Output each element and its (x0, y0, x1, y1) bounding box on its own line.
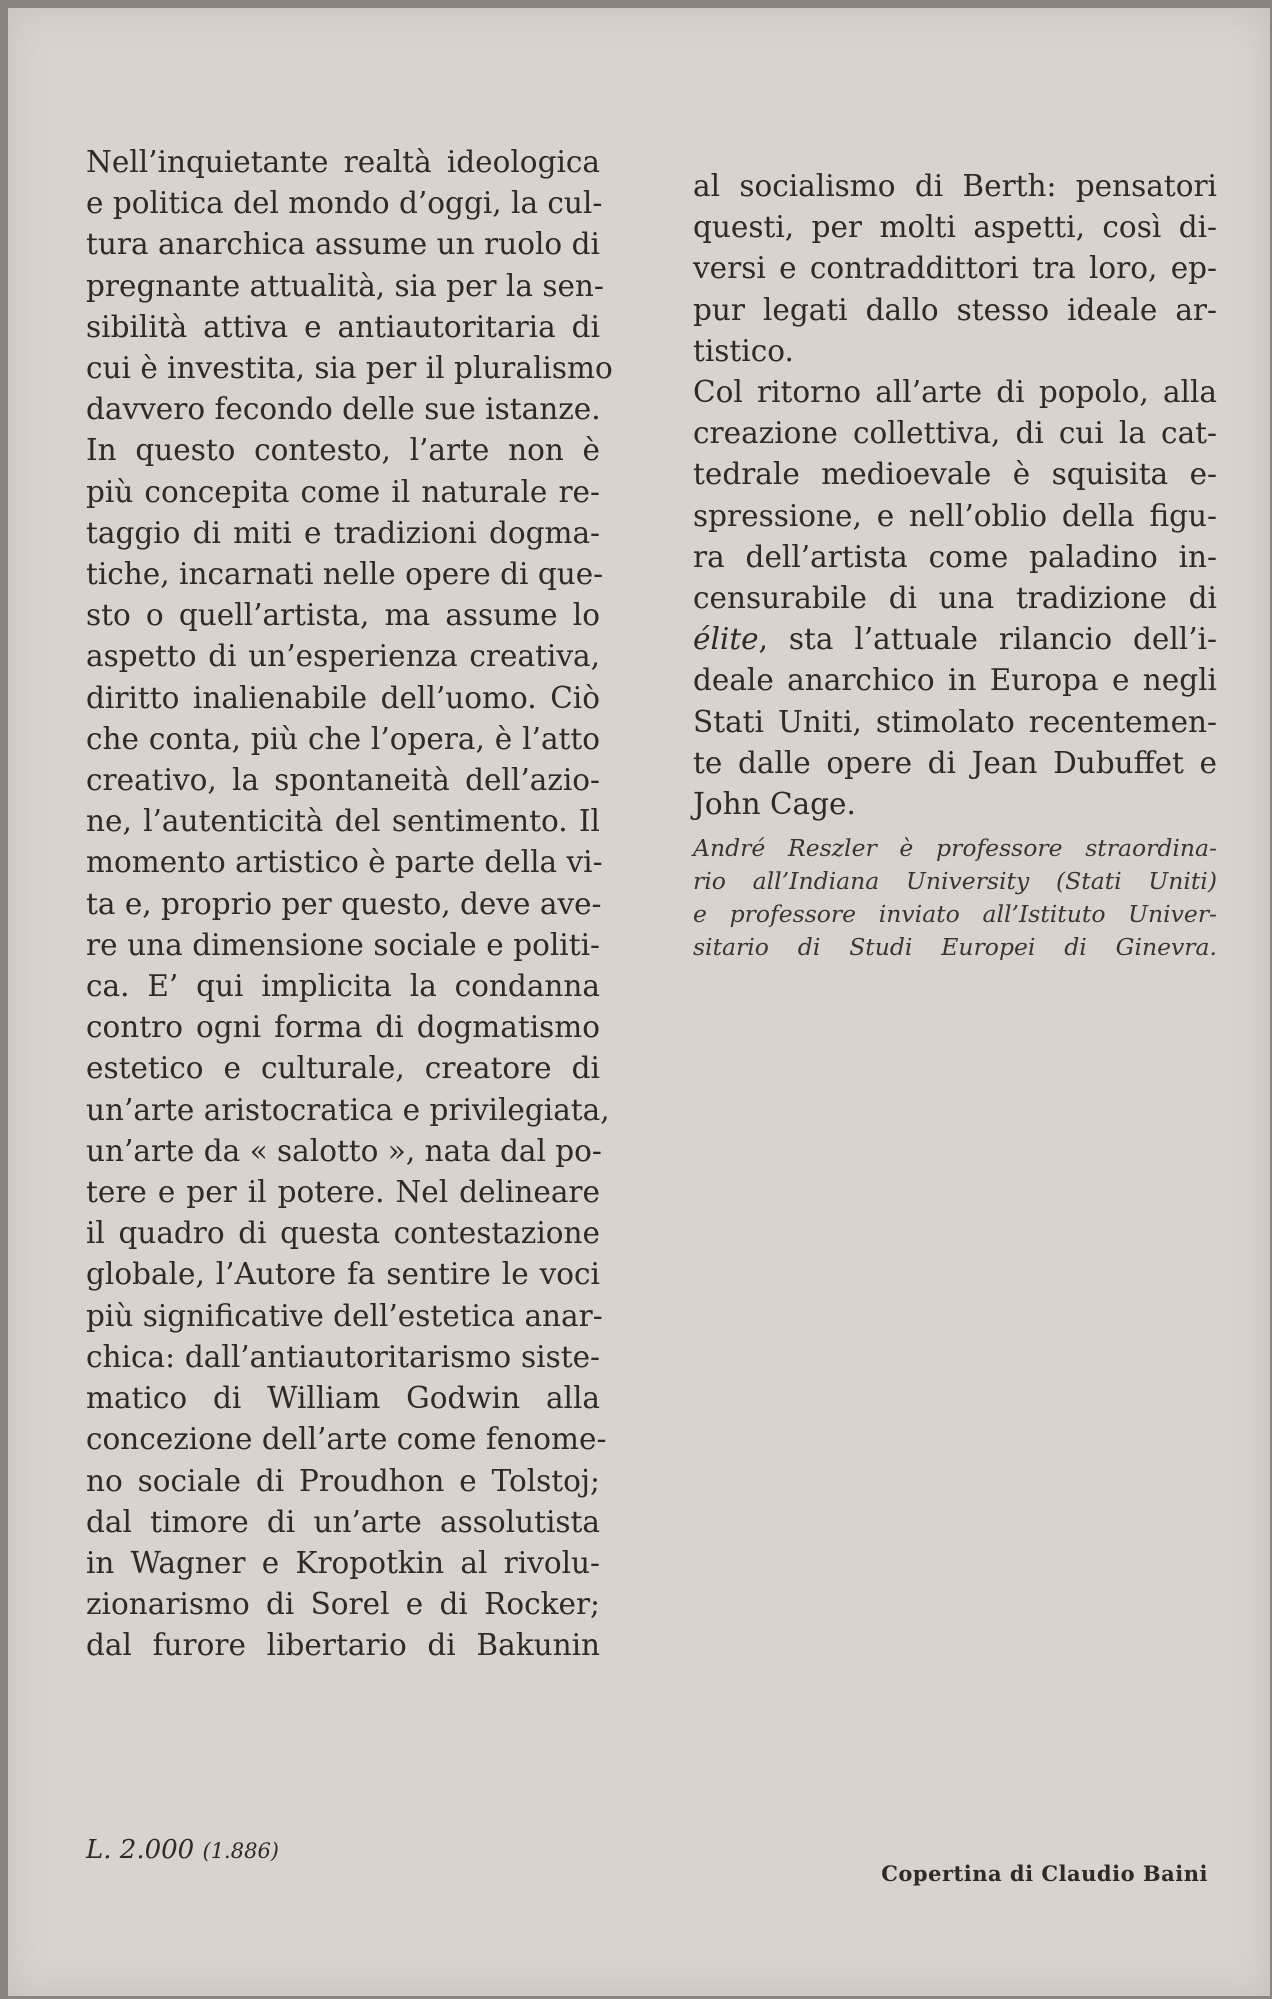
bio-line: sitario di Studi Europei di Ginevra. (693, 933, 1217, 961)
text-line: più significative dell’estetica anar- (86, 1298, 603, 1333)
text-line: concezione dell’arte come fenome- (86, 1422, 607, 1457)
text-line: tistico. (693, 333, 794, 368)
text-line: cui è investita, sia per il pluralismo (86, 351, 613, 386)
price-sub: (1.886) (202, 1839, 280, 1863)
text-line: contro ogni forma di dogmatismo (86, 1010, 600, 1045)
text-line: tura anarchica assume un ruolo di (86, 227, 600, 262)
text-line: dal timore di un’arte assolutista (86, 1504, 600, 1539)
price-label (86, 1835, 279, 1865)
text-line: sibilità attiva e antiautoritaria di (86, 309, 600, 344)
author-bio (693, 832, 1217, 964)
text-line: censurabile di una tradizione di (693, 581, 1217, 616)
bio-line: e professore inviato all’Istituto Univer- (693, 900, 1217, 928)
text-line: zionarismo di Sorel e di Rocker; (86, 1587, 600, 1622)
text-line: un’arte aristocratica e privilegiata, (86, 1092, 610, 1127)
text-line: questi, per molti aspetti, così di- (693, 210, 1217, 245)
text-line: tedrale medioevale è squisita e- (693, 457, 1217, 492)
text-line: pregnante attualità, sia per la sen- (86, 268, 604, 303)
bio-line: André Reszler è professore straordina- (693, 834, 1217, 862)
text-line: globale, l’Autore fa sentire le voci (86, 1257, 600, 1292)
blurb-left-column (86, 142, 613, 1667)
text-line: tere e per il potere. Nel delineare (86, 1175, 600, 1210)
blurb-right-column (693, 166, 1217, 825)
text-line: pur legati dallo stesso ideale ar- (693, 292, 1217, 327)
text-line: In questo contesto, l’arte non è (86, 433, 600, 468)
back-cover (8, 8, 1270, 1996)
text-line: te dalle opere di Jean Dubuffet e (693, 745, 1217, 780)
text-line: che conta, più che l’opera, è l’atto (86, 721, 600, 756)
text-line: deale anarchico in Europa e negli (693, 663, 1217, 698)
text-line: creativo, la spontaneità dell’azio- (86, 763, 600, 798)
text-line: in Wagner e Kropotkin al rivolu- (86, 1545, 600, 1580)
text-line: aspetto di un’esperienza creativa, (86, 639, 600, 674)
text-line: taggio di miti e tradizioni dogma- (86, 515, 600, 550)
text-line: élite, sta l’attuale rilancio dell’i- (693, 622, 1217, 657)
text-line: ca. E’ qui implicita la condanna (86, 969, 600, 1004)
text-line: ta e, proprio per questo, deve ave- (86, 886, 602, 921)
text-line: sto o quell’artista, ma assume lo (86, 598, 600, 633)
text-line: matico di William Godwin alla (86, 1381, 600, 1416)
text-line: Stati Uniti, stimolato recentemen- (693, 704, 1217, 739)
text-line: tiche, incarnati nelle opere di que- (86, 557, 604, 592)
text-line: e politica del mondo d’oggi, la cul- (86, 186, 603, 221)
price-main: L. 2.000 (86, 1835, 195, 1865)
text-line: creazione collettiva, di cui la cat- (693, 416, 1217, 451)
text-line: diritto inalienabile dell’uomo. Ciò (86, 680, 600, 715)
text-line: davvero fecondo delle sue istanze. (86, 392, 601, 427)
text-line: Col ritorno all’arte di popolo, alla (693, 375, 1217, 410)
bio-line: rio all’Indiana University (Stati Uniti) (693, 867, 1217, 895)
text-line: re una dimensione sociale e politi- (86, 927, 600, 962)
text-line: versi e contraddittori tra loro, ep- (693, 251, 1217, 286)
text-line: chica: dall’antiautoritarismo siste- (86, 1339, 600, 1374)
cover-credit: Copertina di Claudio Baini (881, 1861, 1208, 1886)
text-line: estetico e culturale, creatore di (86, 1051, 600, 1086)
text-line: ne, l’autenticità del sentimento. Il (86, 804, 600, 839)
text-line: ra dell’artista come paladino in- (693, 539, 1217, 574)
text-line: spressione, e nell’oblio della figu- (693, 498, 1217, 533)
text-line: John Cage. (693, 787, 856, 822)
text-line: al socialismo di Berth: pensatori (693, 169, 1217, 203)
text-line: dal furore libertario di Bakunin (86, 1628, 600, 1663)
text-line: il quadro di questa contestazione (86, 1216, 600, 1251)
text-line: un’arte da « salotto », nata dal po- (86, 1133, 602, 1168)
text-line: momento artistico è parte della vi- (86, 845, 603, 880)
text-line: più concepita come il naturale re- (86, 474, 600, 509)
text-line: no sociale di Proudhon e Tolstoj; (86, 1463, 600, 1498)
text-line: Nell’inquietante realtà ideologica (86, 145, 600, 179)
